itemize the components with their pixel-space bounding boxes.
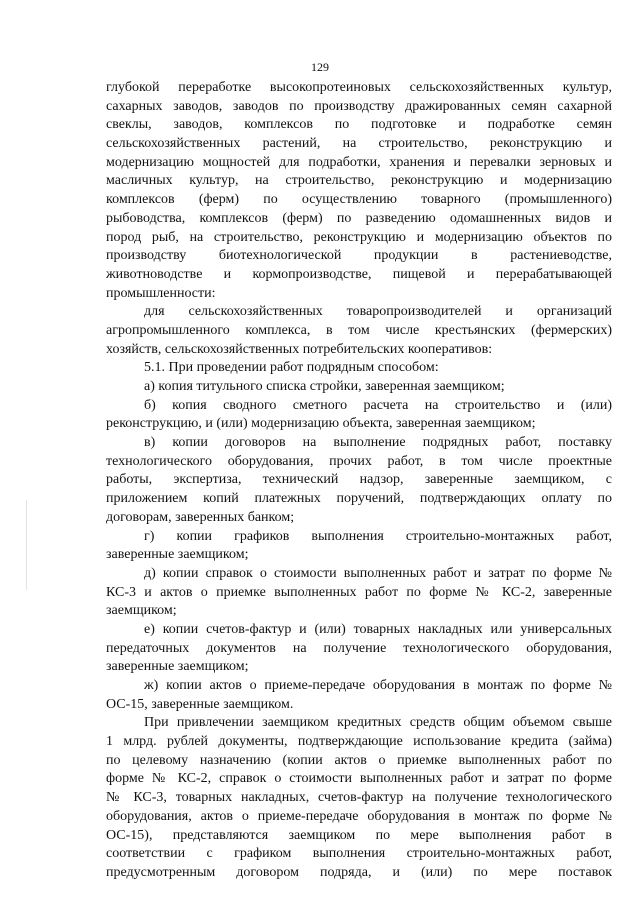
text-line: масличных культур, на строительство, реконструкцию и модернизацию — [106, 173, 612, 189]
text-line: производству биотехнологической продукции в растениеводстве, — [106, 248, 612, 264]
text-line: оборудования, актов о приеме-передаче оборудования в монтаж по форме № — [106, 808, 612, 824]
text-line: для сельскохозяйственных товаропроизводителей и организаций — [144, 304, 612, 320]
text-line: ж) копии актов о приеме-передаче оборудования в монтаж по форме № — [144, 678, 612, 693]
text-line: соответствии с графиком выполнения строительно-монтажных работ, — [106, 846, 612, 862]
text-line: а) копия титульного списка стройки, заверенная заемщиком; — [144, 379, 505, 394]
text-line: форме № КС-2, справок о стоимости выполненных работ и затрат по форме — [106, 771, 612, 787]
text-line: животноводстве и кормопроизводстве, пищевой и перерабатывающей — [106, 266, 612, 282]
text-line: предусмотренным договором подряда, и (или) по мере поставок — [106, 864, 612, 880]
text-line: приложением копий платежных поручений, подтверждающих оплату по — [106, 491, 612, 507]
text-line: е) копии счетов-фактур и (или) товарных накладных или универсальных — [144, 621, 612, 637]
text-line: работы, экспертиза, технический надзор, заверенные заемщиком, с — [106, 472, 612, 488]
text-line: свеклы, заводов, комплексов по подготовке и подработке семян — [106, 117, 612, 133]
text-line: глубокой переработке высокопротеиновых сельскохозяйственных культур, — [106, 80, 612, 95]
text-line: заверенные заемщиком; — [106, 659, 249, 675]
text-line: заверенные заемщиком; — [106, 547, 249, 563]
page-number: 129 — [311, 60, 329, 74]
text-line: № КС-3, товарных накладных, счетов-фактур на получение технологического — [106, 790, 612, 806]
text-line: ОС-15), представляются заемщиком по мере выполнения работ в — [106, 827, 612, 843]
text-line: по целевому назначению (копии актов о приемке выполненных работ по — [106, 752, 612, 768]
text-line: б) копия сводного сметного расчета на строительство и (или) — [144, 397, 612, 413]
text-line: КС-3 и актов о приемке выполненных работ по форме № КС-2, заверенные — [106, 584, 612, 600]
document-body — [106, 79, 612, 883]
text-line: сахарных заводов, заводов по производству дражированных семян сахарной — [106, 98, 612, 114]
text-line: промышленности: — [106, 285, 216, 301]
text-line: д) копии справок о стоимости выполненных работ и затрат по форме № — [144, 565, 612, 581]
text-line: договорам, заверенных банком; — [106, 509, 295, 525]
text-line: хозяйств, сельскохозяйственных потребительских кооперативов: — [106, 341, 493, 357]
text-line: рыбоводства, комплексов (ферм) по разведению одомашненных видов и — [106, 210, 612, 226]
text-line: комплексов (ферм) по осуществлению товарного (промышленного) — [106, 192, 612, 208]
text-line: пород рыб, на строительство, реконструкцию и модернизацию объектов по — [106, 229, 612, 245]
text-line: 1 млрд. рублей документы, подтверждающие использование кредита (займа) — [106, 734, 612, 750]
text-line: ОС-15, заверенные заемщиком. — [106, 696, 294, 712]
text-line: При привлечении заемщиком кредитных средств общим объемом свыше — [144, 715, 612, 731]
text-line: модернизацию мощностей для подработки, хранения и перевалки зерновых и — [106, 154, 612, 170]
text-line: в) копии договоров на выполнение подрядных работ, поставку — [144, 435, 612, 451]
text-line: агропромышленного комплекса, в том числе крестьянских (фермерских) — [106, 322, 612, 338]
text-line: заемщиком; — [106, 603, 177, 619]
scan-margin-mark — [26, 500, 27, 590]
text-line: 5.1. При проведении работ подрядным способом: — [144, 360, 439, 376]
text-line: технологического оборудования, прочих работ, в том числе проектные — [106, 453, 612, 469]
text-line: реконструкцию, и (или) модернизацию объекта, заверенная заемщиком; — [106, 416, 536, 432]
text-line: передаточных документов на получение технологического оборудования, — [106, 640, 612, 656]
text-line: сельскохозяйственных растений, на строительство, реконструкцию и — [106, 136, 612, 152]
text-line: г) копии графиков выполнения строительно-монтажных работ, — [144, 528, 612, 544]
